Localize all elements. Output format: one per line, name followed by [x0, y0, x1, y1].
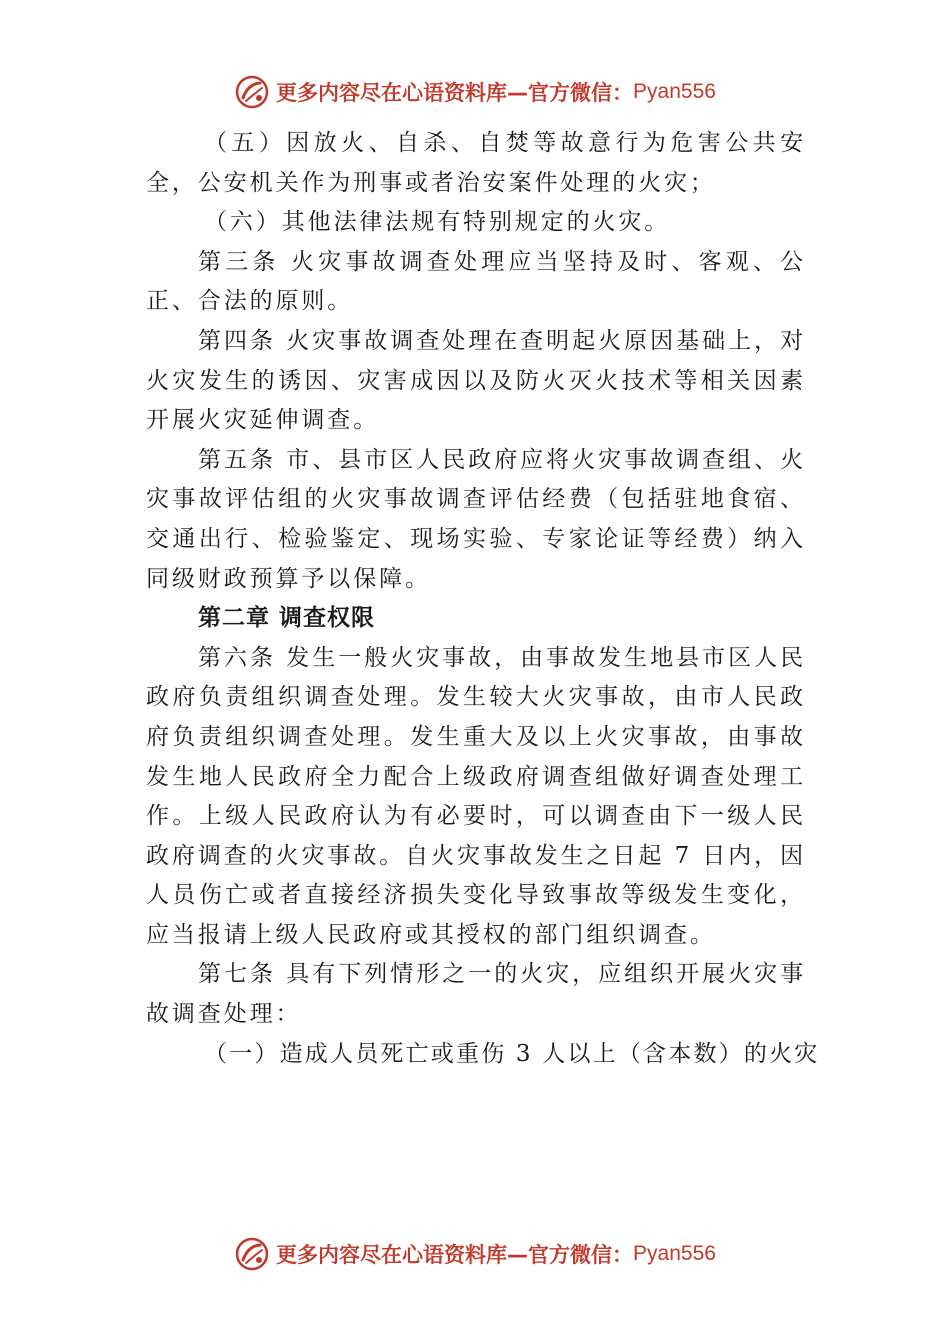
paragraph-article-7: 第七条 具有下列情形之一的火灾，应组织开展火灾事故调查处理：: [146, 961, 806, 1028]
paragraph-item-5: （五）因放火、自杀、自焚等故意行为危害公共安全，公安机关作为刑事或者治安案件处理的火灾；: [146, 130, 806, 196]
logo-icon: [234, 1236, 270, 1272]
logo-icon: [234, 74, 270, 110]
footer-banner: [0, 1232, 950, 1276]
paragraph-item-1: （一）造成人员死亡或重伤 3 人以上（含本数）的火灾: [204, 1040, 820, 1067]
banner-text: 更多内容尽在心语资料库—官方微信：: [276, 1243, 634, 1267]
banner-text: 更多内容尽在心语资料库—官方微信：: [276, 81, 634, 105]
banner-wechat-id: Pyan556: [633, 80, 716, 103]
paragraph-article-6: 第六条 发生一般火灾事故，由事故发生地县市区人民政府负责组织调查处理。发生较大火灾事故，由市人民政府负责组织调查处理。发生重大及以上火灾事故，由事故发生地人民政府全力配合上级政府调查组做好调查处理工作。上级人民政府认为有必要时，可以调查由下一级人民政府调查的火灾事故。自火灾事故发生之日起 7 日内，因人员伤亡或者直接经济损失变化导致事故等级发生变化，应当报请上级人民政府或其授权的部门组织调查。: [146, 644, 806, 948]
paragraph-article-5: 第五条 市、县市区人民政府应将火灾事故调查组、火灾事故评估组的火灾事故调查评估经费（包括驻地食宿、交通出行、检验鉴定、现场实验、专家论证等经费）纳入同级财政预算予以保障。: [146, 446, 806, 592]
chapter-heading: 第二章 调查权限: [198, 605, 376, 632]
banner-wechat-id: Pyan556: [633, 1242, 716, 1265]
paragraph-article-4: 第四条 火灾事故调查处理在查明起火原因基础上，对火灾发生的诱因、灾害成因以及防火灭火技术等相关因素开展火灾延伸调查。: [146, 327, 806, 434]
header-banner: [0, 70, 950, 114]
paragraph-article-3: 第三条 火灾事故调查处理应当坚持及时、客观、公正、合法的原则。: [146, 248, 806, 315]
document-body: [146, 124, 820, 1074]
paragraph-item-6: （六）其他法律法规有特别规定的火灾。: [204, 209, 671, 236]
